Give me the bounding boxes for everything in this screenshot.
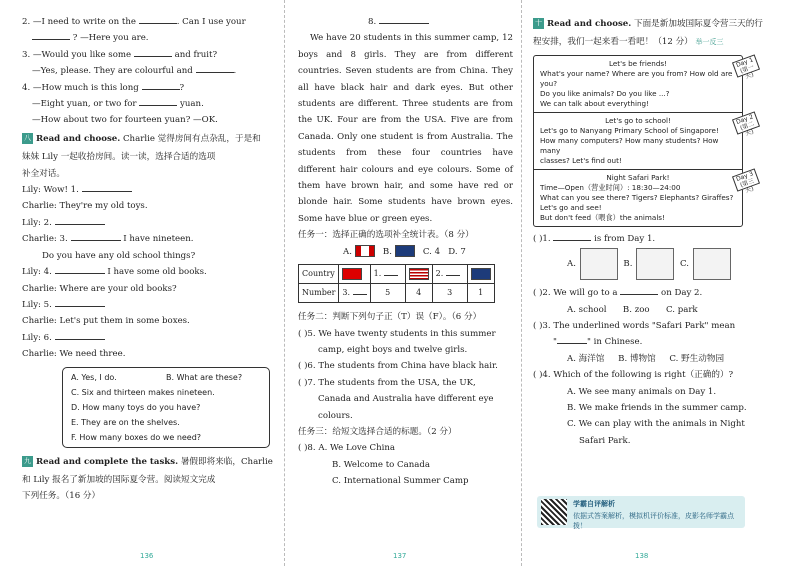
page-number: 137 <box>393 552 407 560</box>
china-flag-icon <box>342 268 362 280</box>
column-divider <box>284 0 285 566</box>
day-label: Day 2 (第二天) <box>732 111 760 134</box>
section-9-header: 九 Read and complete the tasks. 暑假即将来临，Charlie <box>24 456 273 467</box>
section-10-header: 十 Read and choose. 下面是新加坡国际夏令营三天的行 <box>535 19 763 29</box>
country-table: Country 1. 2. Number 3. 5 4 3 1 <box>298 264 495 303</box>
itinerary-notice: Let's be friends! What's your name? Where are you from? How old are you? Do you like animals? Do you like ...? We can talk about everything! Day 1 (第一天) Let's go to school! Let's go to Nanyang Primary School of Singapore! How many computers? How many students? How many classes? Let's find out! Day 2 (第二天) Night Safari Park! Time—Open（营业时间）: 18:30—24:00 What can you see there? Tigers? Elephants? Giraffes? Let's go and see! But don't feed（喂食）the animals! Day 3 (第三天) <box>533 55 743 227</box>
page-number: 138 <box>635 552 649 560</box>
usa-flag-icon <box>409 268 429 280</box>
page-137: 8. We have 20 students in this summer camp, 12 boys and 8 girls. They are from different countries. Seven students are from China. They all have black hair and dark eyes. But other students are different. Three students are from the UK. Four are from the USA. Five are from Canada. Only one student is from Australia. The students from these four countries have different hair colours and eye colours. Some of them have brown hair, and some have red or blonde hair. Some students have brown eyes. Some have blue or green eyes. 任务一：选择正确的选项补全统计表。（8 分） A. B. C. 4 D. 7 Country 1. 2. Number 3. 5 4 3 1 任务二：判断下列句子正（T）误（F）。（6 分） ( )5. We have twenty students in this summer camp, eight boys and twelve girls. ( )6. The students from China have black hair. ( )7. The students from the USA, the UK, Canada and Australia have different eye colours. 任务三：给短文选择合适的标题。（2 分） ( )8. A. We Love China B. Welcome to Canada C. International Summer Camp <box>298 14 513 490</box>
uk-flag-icon <box>395 245 415 257</box>
qr-code-icon <box>541 499 567 525</box>
giraffe-picture <box>693 248 731 280</box>
reading-passage: We have 20 students in this summer camp, 12 boys and 8 girls. They are from different countries. Seven students are from China. They all have black hair and dark eyes. But other students are different. Three students are from the UK. Four are from the USA. Five are from Canada. Only one student is from Australia. The students from these four countries have different hair colours and eye colours. Some of them have brown hair, and some have red or blonde hair. Some students have brown eyes. Some have blue or green eyes. <box>298 33 513 224</box>
page-136: 2. —I need to write on the . Can I use your ? —Here you are. 3. —Would you like some and fruit? —Yes, please. They are colourful and . 4. —How much is this long ? —Eight yuan, or two for yuan. —How about two for fourteen yuan? —OK. 八 Read and choose. Charlie 觉得房间有点杂乱，于是和 妹妹 Lily 一起收拾房间。读一读，选择合适的选项 补全对话。 Lily: Wow! 1. Charlie: They're my old toys. Lily: 2. Charlie: 3. I have nineteen. Do you have any old school things? Lily: 4. I have some old books. Charlie: Where are your old books? Lily: 5. Charlie: Let's put them in some boxes. Lily: 6. Charlie: We need three. A. Yes, I do. B. What are these? C. Six and thirteen makes nineteen. D. How many toys do you have? E. They are on the shelves. F. How many boxes do we need? 九 Read and complete the tasks. 暑假即将来临，Charlie 和 Lily 报名了新加坡的国际夏令营。阅读短文完成 下列任务。（16 分） <box>22 14 270 505</box>
section-8-header: 八 Read and choose. Charlie 觉得房间有点杂乱，于是和 <box>24 133 261 144</box>
classroom-picture <box>580 248 618 280</box>
options-box: A. Yes, I do. B. What are these? C. Six and thirteen makes nineteen. D. How many toys do you have? E. They are on the shelves. F. How many boxes do we need? <box>62 367 270 448</box>
canada-flag-icon <box>355 245 375 257</box>
page-number: 136 <box>140 552 154 560</box>
day-label: Day 1 (第一天) <box>732 54 760 77</box>
column-divider <box>521 0 522 566</box>
boy-greeting-picture <box>636 248 674 280</box>
day-label: Day 3 (第三天) <box>732 168 760 191</box>
australia-flag-icon <box>471 268 491 280</box>
self-check-banner: 学霸自评解析 依据式答案解析，模拟机评价标准，皮影名师学霸点拨！ <box>537 496 745 528</box>
page-138: 十 Read and choose. 下面是新加坡国际夏令营三天的行 程安排，我们一起来看一看吧！（12 分） 举一反三 Let's be friends! What's your name? Where are you from? How old are you? Do you like animals? Do you like ...? We can talk about everything! Day 1 (第一天) Let's go to school! Let's go to Nanyang Primary School of Singapore! How many computers? How many students? How many classes? Let's find out! Day 2 (第二天) Night Safari Park! Time—Open（营业时间）: 18:30—24:00 What can you see there? Tigers? Elephants? Giraffes? Let's go and see! But don't feed（喂食）the animals! Day 3 (第三天) ( )1. is from Day 1. A. B. C. ( )2. We will go to a on Day 2. A. school B. zoo C. park ( )3. The underlined words "Safari Park" mean " " in Chinese. A. 海洋馆 B. 博物馆 C. 野生动物园 ( )4. Which of the following is right（正确的）? A. We see many animals on Day 1. B. We make friends in the summer camp. C. We can play with the animals in Night Safari Park. <box>533 14 761 449</box>
